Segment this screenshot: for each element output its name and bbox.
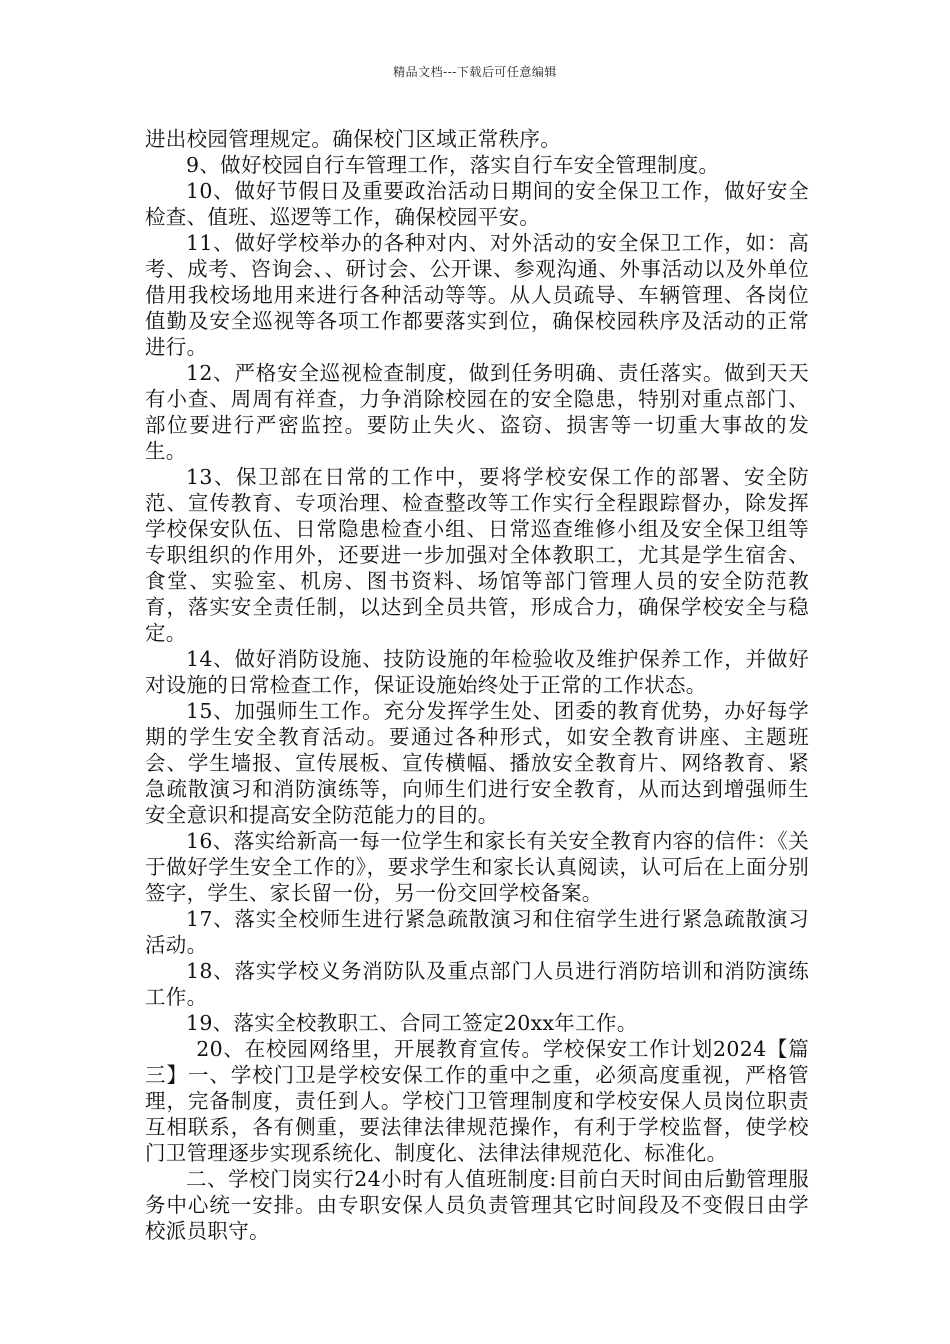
paragraph-item-20: 20、在校园网络里，开展教育宣传。学校保安工作计划2024【篇三】一、学校门卫是学校安保工作的重中之重，必须高度重视，严格管理，完备制度，责任到人。学校门卫管理制度和学校安保人员岗位职责互相联系，各有侧重，要法律法律规范操作，有利于学校监督，使学校门卫管理逐步实现系统化、制度化、法律法律规范化、标准化。 [145, 1037, 809, 1165]
paragraph-item-14: 14、做好消防设施、技防设施的年检验收及维护保养工作，并做好对设施的日常检查工作，保证设施始终处于正常的工作状态。 [145, 647, 809, 697]
paragraph-item-10: 10、做好节假日及重要政治活动日期间的安全保卫工作，做好安全检查、值班、巡逻等工作，确保校园平安。 [145, 179, 809, 229]
paragraph-section-2: 二、学校门岗实行24小时有人值班制度:目前白天时间由后勤管理服务中心统一安排。由专职安保人员负责管理其它时间段及不变假日由学校派员职守。 [145, 1167, 809, 1243]
paragraph-item-12: 12、严格安全巡视检查制度，做到任务明确、责任落实。做到天天有小查、周周有祥查，力争消除校园在的安全隐患，特别对重点部门、部位要进行严密监控。要防止失火、盗窃、损害等一切重大事故的发生。 [145, 361, 809, 463]
document-body [145, 126, 809, 1244]
paragraph-item-19: 19、落实全校教职工、合同工签定20xx年工作。 [186, 1011, 638, 1035]
paragraph-item-13: 13、保卫部在日常的工作中，要将学校安保工作的部署、安全防范、宣传教育、专项治理、检查整改等工作实行全程跟踪督办，除发挥学校保安队伍、日常隐患检查小组、日常巡查维修小组及安全保卫组等专职组织的作用外，还要进一步加强对全体教职工，尤其是学生宿舍、食堂、实验室、机房、图书资料、场馆等部门管理人员的安全防范教育，落实安全责任制，以达到全员共管，形成合力，确保学校安全与稳定。 [145, 465, 809, 645]
page-header: 精品文档---下载后可任意编辑 [393, 65, 557, 79]
paragraph-continuation: 进出校园管理规定。确保校门区域正常秩序。 [145, 127, 561, 151]
paragraph-item-16: 16、落实给新高一每一位学生和家长有关安全教育内容的信件：《关于做好学生安全工作的》，要求学生和家长认真阅读，认可后在上面分别签字，学生、家长留一份，另一份交回学校备案。 [145, 829, 809, 905]
paragraph-item-18: 18、落实学校义务消防队及重点部门人员进行消防培训和消防演练工作。 [145, 959, 809, 1009]
paragraph-item-11: 11、做好学校举办的各种对内、对外活动的安全保卫工作，如：高考、成考、咨询会、、研讨会、公开课、参观沟通、外事活动以及外单位借用我校场地用来进行各种活动等等。从人员疏导、车辆管理、各岗位值勤及安全巡视等各项工作都要落实到位，确保校园秩序及活动的正常进行。 [145, 231, 809, 359]
paragraph-item-17: 17、落实全校师生进行紧急疏散演习和住宿学生进行紧急疏散演习活动。 [145, 907, 809, 957]
paragraph-item-15: 15、加强师生工作。充分发挥学生处、团委的教育优势，办好每学期的学生安全教育活动。要通过各种形式，如安全教育讲座、主题班会、学生墙报、宣传展板、宣传横幅、播放安全教育片、网络教育、紧急疏散演习和消防演练等，向师生们进行安全教育，从而达到增强师生安全意识和提高安全防范能力的目的。 [145, 699, 809, 827]
paragraph-item-9: 9、做好校园自行车管理工作，落实自行车安全管理制度。 [186, 153, 720, 177]
